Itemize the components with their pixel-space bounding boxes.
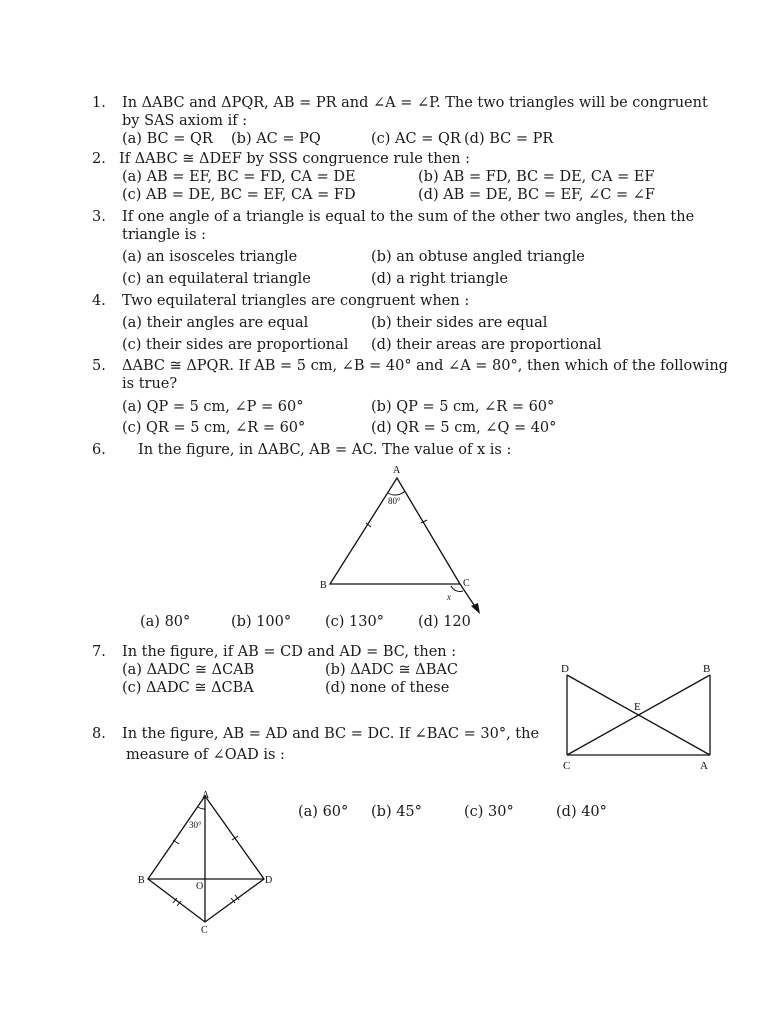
q2-option-c: (c) AB = DE, BC = EF, CA = FD [122,187,356,203]
q5-text-line2: is true? [122,376,178,392]
q6-triangle-figure [300,460,500,620]
q6-text: In the figure, in ΔABC, AB = AC. The value of x is : [138,442,512,458]
q7-number: 7. [92,644,106,660]
q5-number: 5. [92,358,106,374]
q7-label-b: B [703,663,711,675]
q5-option-a: (a) QP = 5 cm, ∠P = 60° [122,399,304,415]
q7-option-a: (a) ΔADC ≅ ΔCAB [122,662,255,678]
q3-option-d: (d) a right triangle [371,271,508,287]
q6-option-d: (d) 120 [418,614,471,630]
q1-option-b: (b) AC = PQ [231,131,321,147]
q7-option-b: (b) ΔADC ≅ ΔBAC [325,662,458,678]
q3-option-b: (b) an obtuse angled triangle [371,249,585,265]
q6-option-b: (b) 100° [231,614,292,630]
q4-option-a: (a) their angles are equal [122,315,309,331]
q8-text-line1: In the figure, AB = AD and BC = DC. If ∠BAC = 30°, the [122,726,540,742]
q8-number: 8. [92,726,106,742]
q8-kite-figure [135,788,280,938]
q6-label-c: C [463,578,470,589]
q8-angle-label: 30° [189,820,202,830]
q6-option-a: (a) 80° [140,614,191,630]
q6-number: 6. [92,442,106,458]
q7-option-d: (d) none of these [325,680,450,696]
q6-x-label: x [447,592,451,602]
q3-text-line1: If one angle of a triangle is equal to the sum of the other two angles, then the [122,209,695,225]
q6-angle-a-arc [388,491,405,495]
q1-option-c: (c) AC = QR [371,131,461,147]
q1-option-a: (a) BC = QR [122,131,213,147]
q3-option-a: (a) an isosceles triangle [122,249,298,265]
q5-text-line1: ΔABC ≅ ΔPQR. If AB = 5 cm, ∠B = 40° and ∠A = 80°, then which of the following [122,358,728,374]
q1-option-d: (d) BC = PR [464,131,554,147]
q7-rectangle-figure [555,658,725,776]
q2-option-a: (a) AB = EF, BC = FD, CA = DE [122,169,356,185]
q8-text-line2: measure of ∠OAD is : [126,747,285,763]
q5-option-b: (b) QP = 5 cm, ∠R = 60° [371,399,555,415]
q8-label-d: D [265,875,273,886]
q5-option-c: (c) QR = 5 cm, ∠R = 60° [122,420,306,436]
q8-label-a: A [202,790,210,801]
q2-option-d: (d) AB = DE, BC = EF, ∠C = ∠F [418,187,655,203]
q3-number: 3. [92,209,106,225]
q8-angle-bac-arc [198,807,205,809]
q6-label-a: A [393,465,401,476]
q1-text-line1: In ΔABC and ΔPQR, AB = PR and ∠A = ∠P. The two triangles will be congruent [122,95,708,111]
q7-text: In the figure, if AB = CD and AD = BC, then : [122,644,457,660]
q7-label-a: A [700,760,708,772]
q8-label-o: O [196,881,204,892]
q7-label-e: E [634,701,641,713]
q6-arrowhead [471,603,480,614]
q7-label-c: C [563,760,571,772]
q1-number: 1. [92,95,106,111]
q4-text: Two equilateral triangles are congruent when : [122,293,470,309]
q3-option-c: (c) an equilateral triangle [122,271,311,287]
q1-text-line2: by SAS axiom if : [122,113,248,129]
q8-label-c: C [201,925,208,936]
q2-text: If ΔABC ≅ ΔDEF by SSS congruence rule then : [119,151,471,167]
q8-kite-abcd [148,796,264,922]
q2-option-b: (b) AB = FD, BC = DE, CA = EF [418,169,655,185]
q6-option-c: (c) 130° [325,614,384,630]
q7-label-d: D [561,663,569,675]
q6-angle-label: 80° [388,496,401,506]
q4-option-c: (c) their sides are proportional [122,337,349,353]
q6-triangle-abc [330,478,460,584]
q8-option-d: (d) 40° [556,804,607,820]
q7-option-c: (c) ΔADC ≅ ΔCBA [122,680,254,696]
q2-number: 2. [92,151,106,167]
q3-text-line2: triangle is : [122,227,207,243]
q4-option-b: (b) their sides are equal [371,315,548,331]
q8-label-b: B [138,875,145,886]
q8-option-c: (c) 30° [464,804,514,820]
q8-option-b: (b) 45° [371,804,422,820]
q5-option-d: (d) QR = 5 cm, ∠Q = 40° [371,420,557,436]
q4-option-d: (d) their areas are proportional [371,337,602,353]
q8-option-a: (a) 60° [298,804,349,820]
q6-label-b: B [320,580,327,591]
q4-number: 4. [92,293,106,309]
q8-tick-ad [232,836,238,840]
